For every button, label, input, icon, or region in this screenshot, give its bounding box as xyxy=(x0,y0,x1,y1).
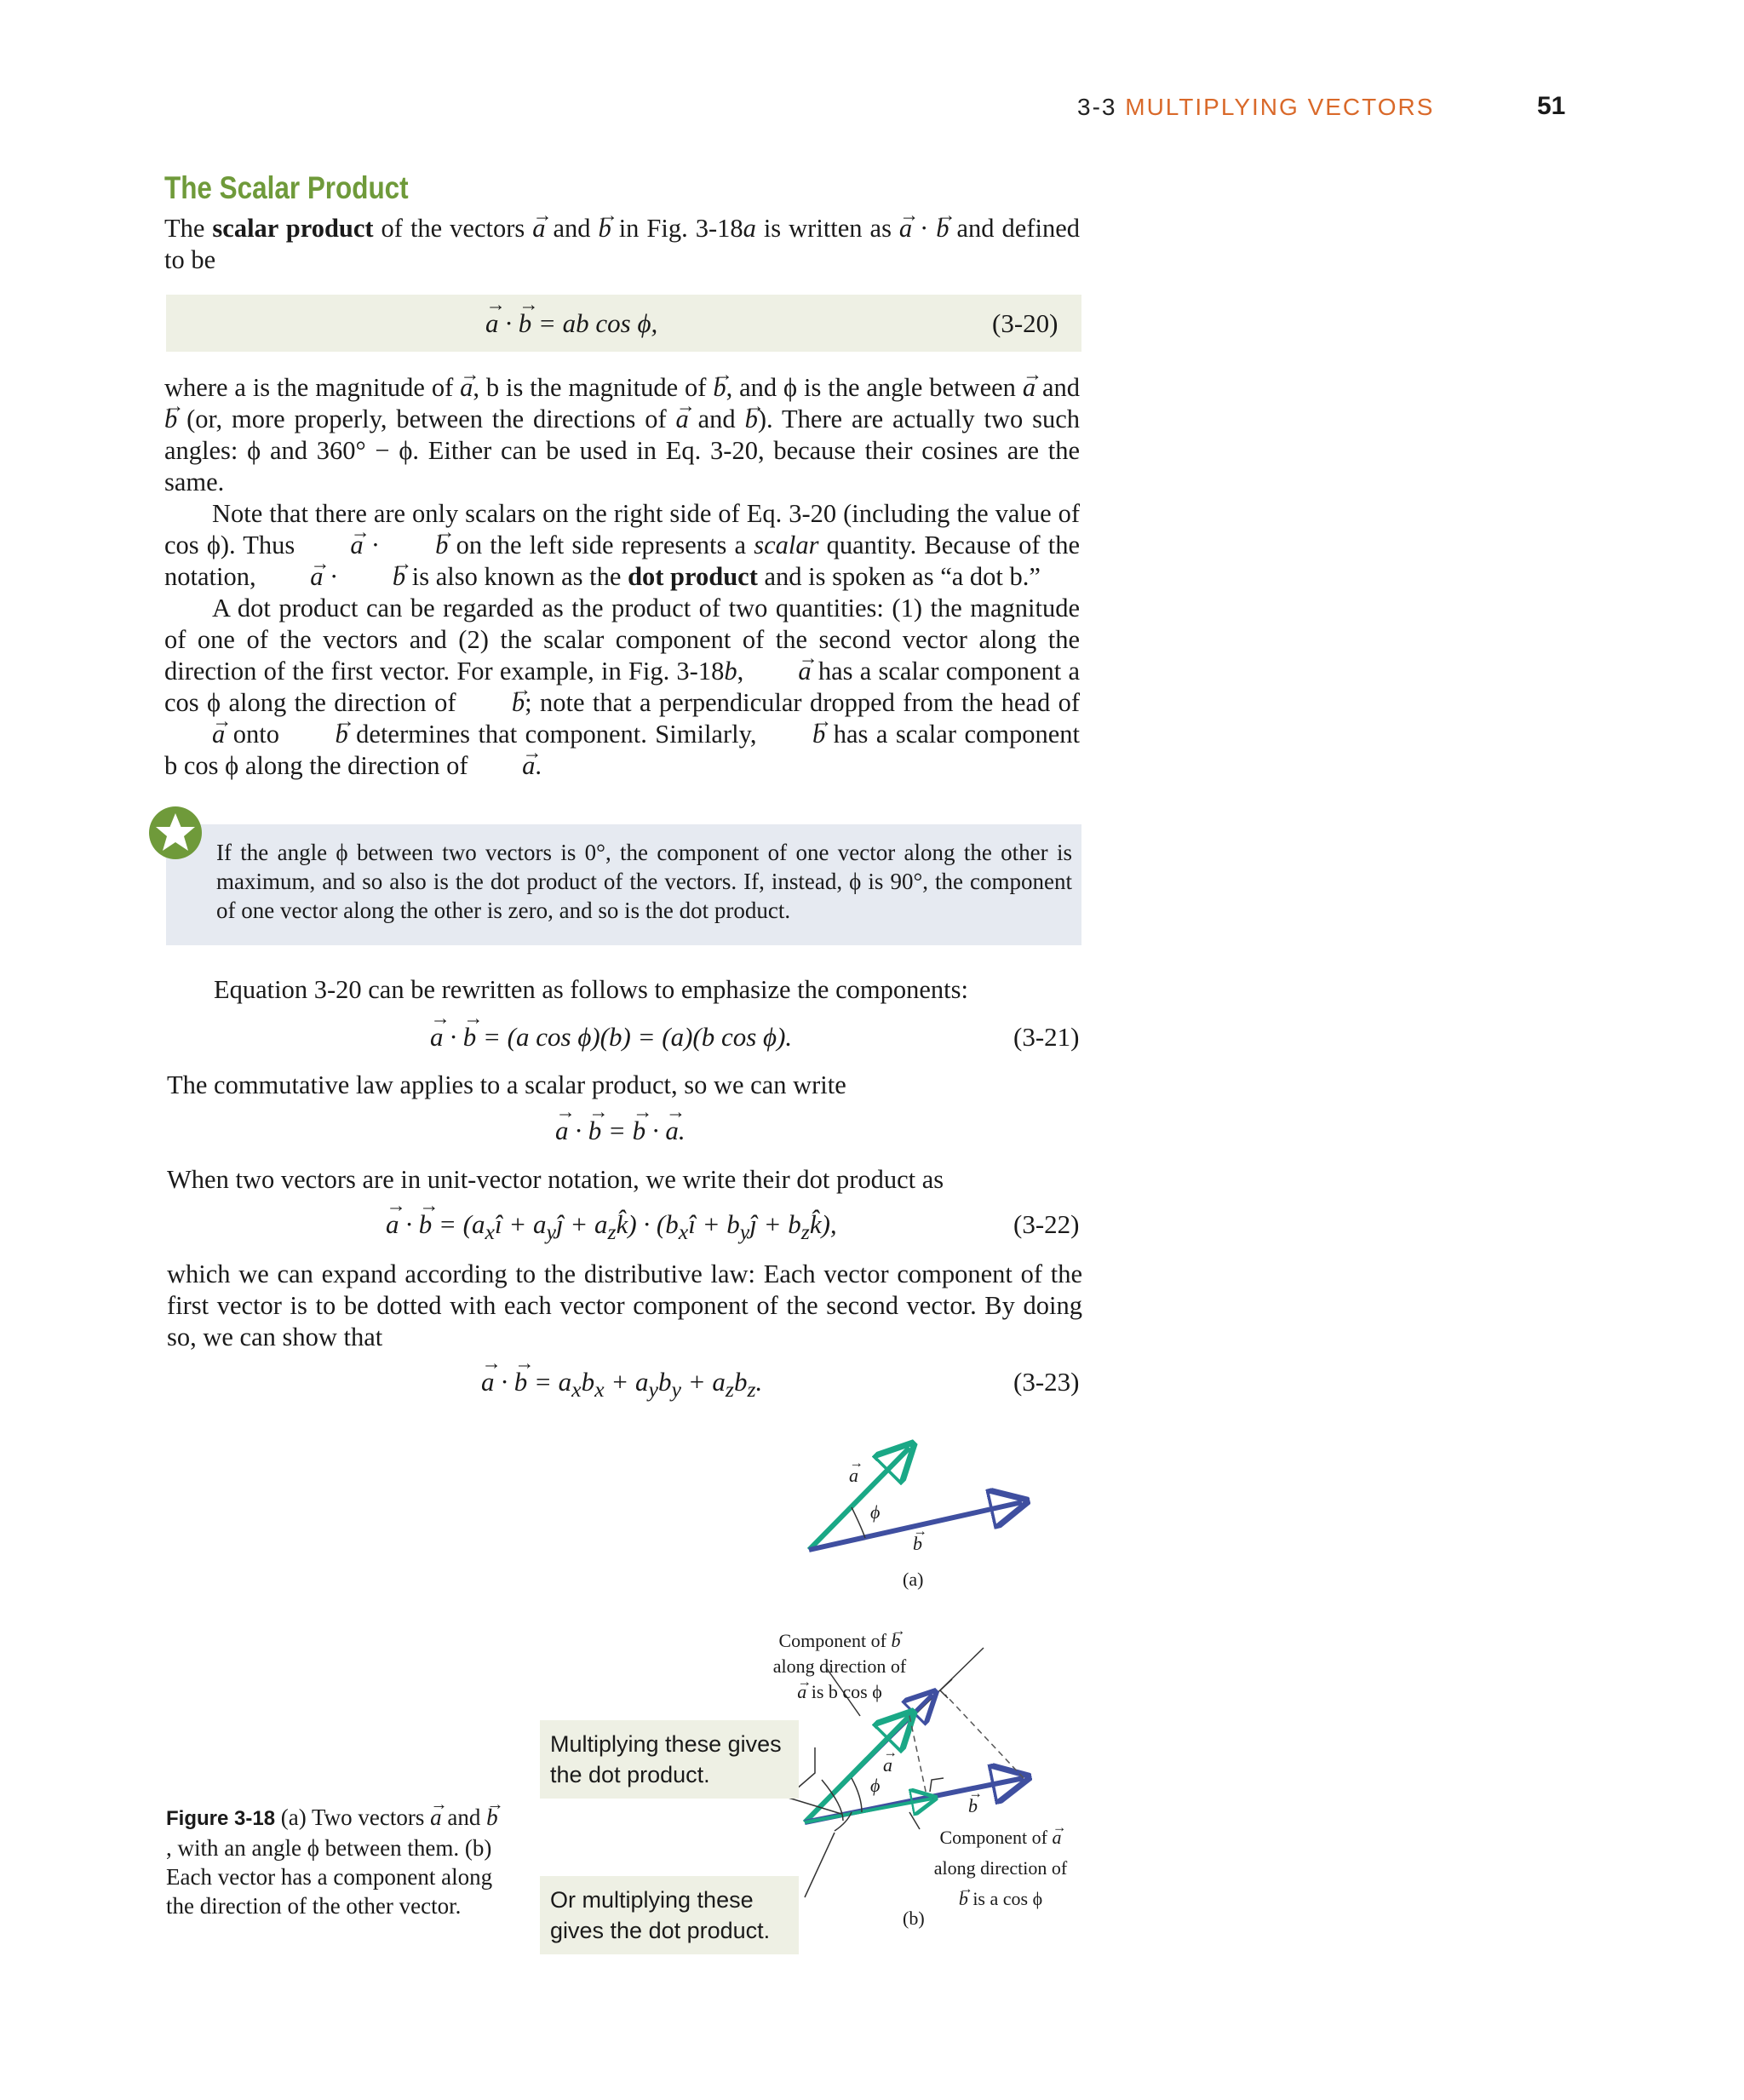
where-paragraph: where a is the magnitude of → a, b is the magnitude of → b, and ϕ is the angle between → a and → b (or, more properly, between the directions of → a and → b). There are actually two such angles: ϕ and 360° − ϕ. Either can be used in Eq. 3-20, because their cosines are the same. Note that there are only scalars on the right side of Eq. 3-20 (including the value of cos ϕ). Thus → a · → b on the left side represents a scalar quantity. Because of the notation, → a · → b is also known as the dot product and is spoken as “a dot b.” A dot product can be regarded as the product of two quantities: (1) the magnitude of one of the vectors and (2) the scalar component of the second vector along the direction of the first vector. For example, in Fig. 3-18b, → a has a scalar component a cos ϕ along the direction of → b; note that a perpendicular dropped from the head of → a onto → b determines that component. Similarly, → b has a scalar component b cos ϕ along the direction of → a. xyxy=(164,372,1080,782)
key-idea-text: If the angle ϕ between two vectors is 0°, the component of one vector along the other is maximum, and so also is the dot product of the vectors. If, instead, ϕ is 90°, the component of one vector along the other is zero, and so is the dot product. xyxy=(216,840,1072,923)
callout-multiplying-these: Multiplying these gives the dot product. xyxy=(540,1720,799,1799)
fig-a-vector-a-label: → a xyxy=(849,1465,858,1487)
component-of-a-label: Component of → a along direction of → b is a cos ϕ xyxy=(915,1822,1086,1914)
commutative-equation: → a · → b = → b · → a. xyxy=(555,1116,686,1146)
leader-line-callout1 xyxy=(796,1747,815,1789)
term-dot-product: dot product xyxy=(628,562,758,591)
rewrite-sentence: Equation 3-20 can be rewritten as follows to emphasize the components: xyxy=(214,975,968,1004)
leader-line-callout2 xyxy=(805,1833,835,1897)
equation-number-3-23: (3-23) xyxy=(1013,1367,1080,1397)
fig-part-a-label: (a) xyxy=(903,1569,924,1590)
angle-arc-a xyxy=(852,1507,865,1538)
fig-a-phi-label: ϕ xyxy=(870,1501,881,1523)
fig-b-vector-a-label: → a xyxy=(883,1754,892,1776)
running-header-section xyxy=(1077,94,1434,121)
equation-3-23: → a · → $b = a_xb_x + a_yb_y + a_zb_z$. xyxy=(481,1367,762,1403)
fig-part-b-label: (b) xyxy=(903,1908,925,1929)
component-of-b-label: Component of → b along direction of → a is b cos ϕ xyxy=(754,1628,925,1705)
equation-3-22: → a · → $b = (a_xî$ + $a_yĵ$ + $a_zk̂$) · ($b_xî$ + $b_yĵ$ + $b_zk̂$), xyxy=(386,1209,837,1245)
callout-or-multiplying-these: Or multiplying these gives the dot product. xyxy=(540,1876,799,1954)
page-number: 51 xyxy=(1537,92,1566,120)
equation-number-3-20: (3-20) xyxy=(992,308,1058,338)
intro-paragraph: The scalar product of the vectors → a and → b in Fig. 3-18a is written as → a · → b and defined to be xyxy=(164,213,1080,276)
equation-number-3-21: (3-21) xyxy=(1013,1022,1080,1052)
section-heading: The Scalar Product xyxy=(164,170,409,205)
perpendicular-a-onto-b xyxy=(909,1716,926,1795)
key-idea-star-icon xyxy=(148,806,203,860)
term-scalar-product: scalar product xyxy=(212,214,374,243)
expand-paragraph: which we can expand according to the distributive law: Each vector component of the first vector is to be dotted with each vector component of the second vector. By doing so, we can show that xyxy=(167,1259,1082,1351)
angle-arc-b xyxy=(852,1778,862,1812)
equation-number-3-22: (3-22) xyxy=(1013,1209,1080,1239)
equation-3-20: → a · → b = ab cos ϕ, xyxy=(485,308,657,339)
section-title: MULTIPLYING VECTORS xyxy=(1125,94,1435,120)
perpendicular-b-onto-a xyxy=(945,1695,1024,1778)
section-number: 3-3 xyxy=(1077,94,1117,120)
fig-b-vector-b-label: → b xyxy=(968,1795,978,1817)
equation-3-21: → a · → b = (a cos ϕ)(b) = (a)(b cos ϕ). xyxy=(430,1022,792,1053)
unit-vector-sentence: When two vectors are in unit-vector notation, we write their dot product as xyxy=(167,1165,944,1194)
fig-b-phi-label: ϕ xyxy=(870,1775,881,1796)
right-angle-marker-b xyxy=(930,1778,944,1792)
figure-caption-label: Figure 3-18 xyxy=(166,1807,276,1830)
figure-caption: Figure 3-18 (a) Two vectors → a and → b, with an angle ϕ between them. (b) Each vector has a component along the direction of the other vector. xyxy=(166,1803,502,1920)
commutative-sentence: The commutative law applies to a scalar product, so we can write xyxy=(167,1070,846,1099)
fig-a-vector-b-label: → b xyxy=(913,1533,922,1555)
